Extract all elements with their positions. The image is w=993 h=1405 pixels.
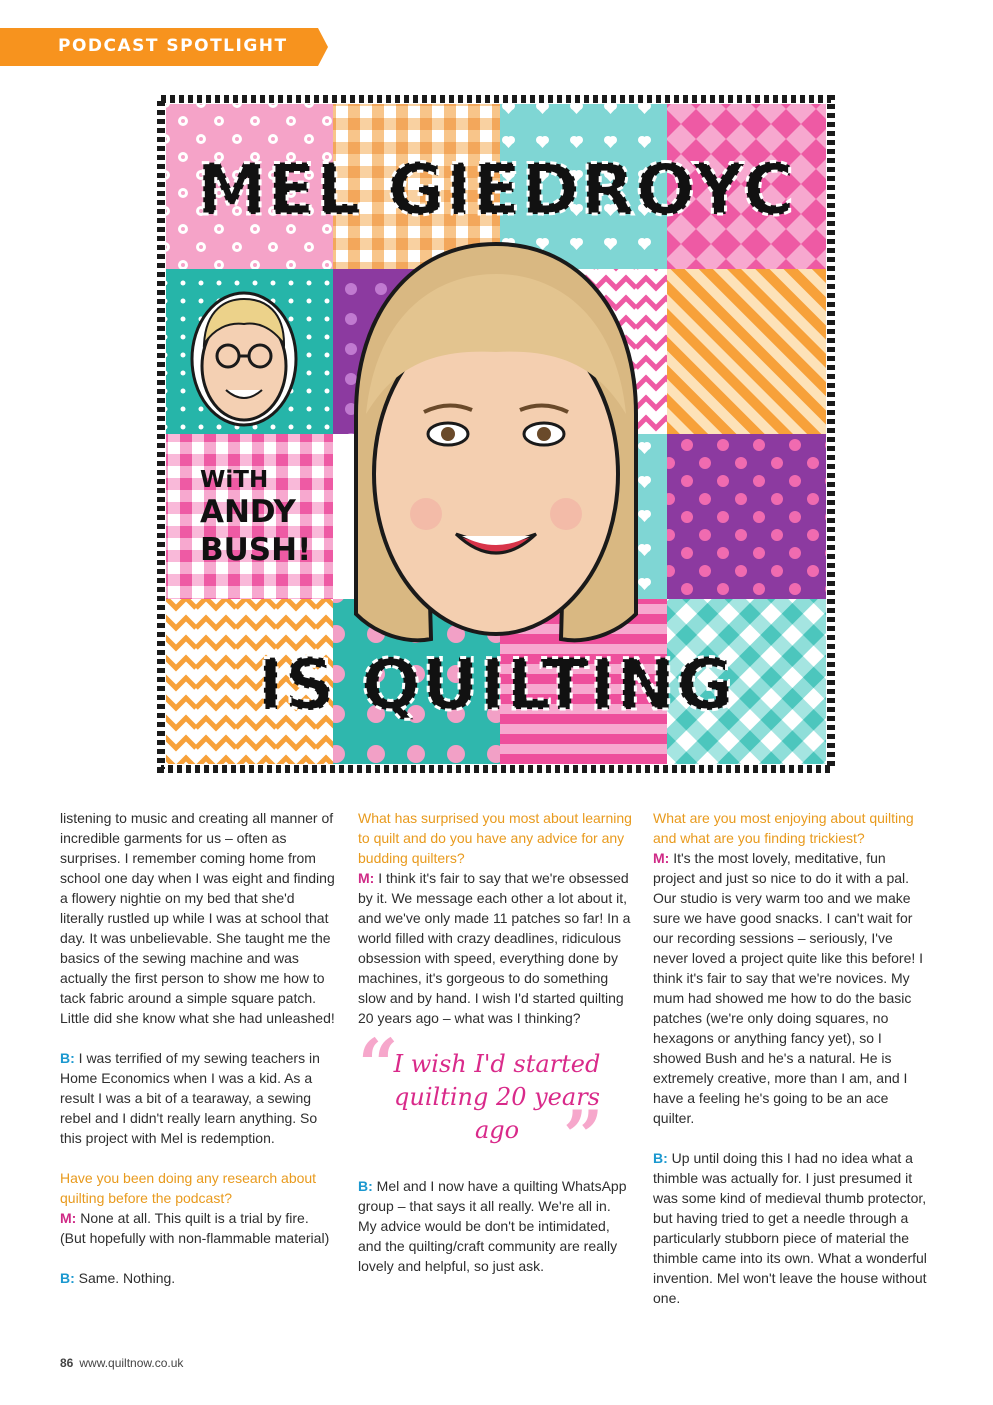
answer-text: I think it's fair to say that we're obsessed by it. We message each other a lot about it, and we've only made 11 patches so far! In a world filled with crazy deadlines, ridiculous obsession with speed, everything done by machines, it's gorgeous to do something slow and by hand. I wish I'd started quilting 20 years ago – what was I thinking? bbox=[358, 870, 631, 1026]
answer-text: None at all. This quilt is a trial by fire. (But hopefully with non-flammable material) bbox=[60, 1210, 330, 1246]
pull-quote-text: I wish I'd started quilting 20 years ago bbox=[393, 1050, 601, 1144]
answer-text: Mel and I now have a quilting WhatsApp group – that says it all really. We're all in. My advice would be don't be intimidated, and the quilting/craft community are really lovely and helpful, so just ask. bbox=[358, 1178, 627, 1274]
section-banner bbox=[0, 28, 328, 66]
text-column-3 bbox=[653, 808, 928, 1308]
andy-portrait-illustration bbox=[192, 293, 296, 425]
text-column-1 bbox=[60, 808, 335, 1288]
question-heading: Have you been doing any research about quilting before the podcast? bbox=[60, 1170, 317, 1206]
speaker-label-m: M: bbox=[60, 1210, 77, 1226]
paragraph bbox=[653, 848, 928, 1128]
speaker-label-m: M: bbox=[358, 870, 375, 886]
paragraph bbox=[60, 1048, 335, 1148]
speaker-label-b: B: bbox=[60, 1050, 75, 1066]
paragraph bbox=[653, 1148, 928, 1308]
page-footer bbox=[60, 1356, 183, 1370]
text-column-2 bbox=[358, 808, 633, 1276]
close-quote-icon: ” bbox=[563, 1095, 604, 1178]
answer-text: It's the most lovely, meditative, fun project and just so nice to do it with a pal. Our studio is very warm too and we make sure we have good snacks. I can't wait for our recording sessions – seriously, I've never loved a project quite like this before! I think it's fair to say that we're novices. My mum had showed me how to do the basic patches (we're only doing squares, no hexagons or anything fancy yet), so I showed Bush and he's a natural. He is extremely creative, more than I am, and I have a feeling he's going to be an ace quilter. bbox=[653, 850, 924, 1126]
artwork-title-top: MEL GIEDROYC bbox=[196, 149, 796, 231]
paragraph: listening to music and creating all manner of incredible garments for us – often as surprises. I remember coming home from school one day when I was eight and finding a flowery nightie on my bed that she'd literally rustled up while I was at school that day. It was unbelievable. She taught me the basics of the sewing machine and was actually the first person to show me how to tack fabric around a simple square patch. Little did she know what she had unleashed! bbox=[60, 810, 335, 1026]
speaker-label-b: B: bbox=[358, 1178, 373, 1194]
question-heading: What has surprised you most about learning to quilt and do you have any advice for any budding quilters? bbox=[358, 810, 632, 866]
pull-quote bbox=[358, 1023, 633, 1178]
svg-text:ANDY: ANDY bbox=[200, 494, 296, 530]
open-quote-icon: “ bbox=[358, 1023, 399, 1106]
paragraph bbox=[358, 868, 633, 1028]
svg-text:WiTH: WiTH bbox=[200, 467, 269, 493]
footer-url[interactable]: www.quiltnow.co.uk bbox=[79, 1356, 184, 1370]
paragraph bbox=[60, 1208, 335, 1248]
answer-text: Same. Nothing. bbox=[74, 1270, 176, 1286]
speaker-label-b: B: bbox=[653, 1150, 668, 1166]
speaker-label-b: B: bbox=[60, 1270, 75, 1286]
mel-portrait-illustration bbox=[356, 244, 636, 640]
svg-text:BUSH!: BUSH! bbox=[200, 532, 312, 568]
answer-text: I was terrified of my sewing teachers in Home Economics when I was a kid. As a result I was a bit of a tearaway, a sewing rebel and I didn't really learn anything. So this project with Mel is redemption. bbox=[60, 1050, 320, 1146]
answer-text: Up until doing this I had no idea what a thimble was actually for. I just presumed it was some kind of medieval thumb protector, but having tried to get a needle through a particularly stubborn piece of material the thimble came into its own. What a wonderful invention. Mel won't leave the house without one. bbox=[653, 1150, 927, 1306]
speaker-label-m: M: bbox=[653, 850, 670, 866]
paragraph bbox=[358, 1176, 633, 1276]
page-number: 86 bbox=[60, 1356, 74, 1370]
paragraph bbox=[60, 1268, 335, 1288]
section-label: PODCAST SPOTLIGHT bbox=[58, 36, 288, 56]
question-heading: What are you most enjoying about quilting and what are you finding trickiest? bbox=[653, 810, 914, 846]
artwork-title-bottom: IS QUILTING bbox=[257, 644, 735, 726]
podcast-cover-artwork bbox=[156, 94, 836, 774]
